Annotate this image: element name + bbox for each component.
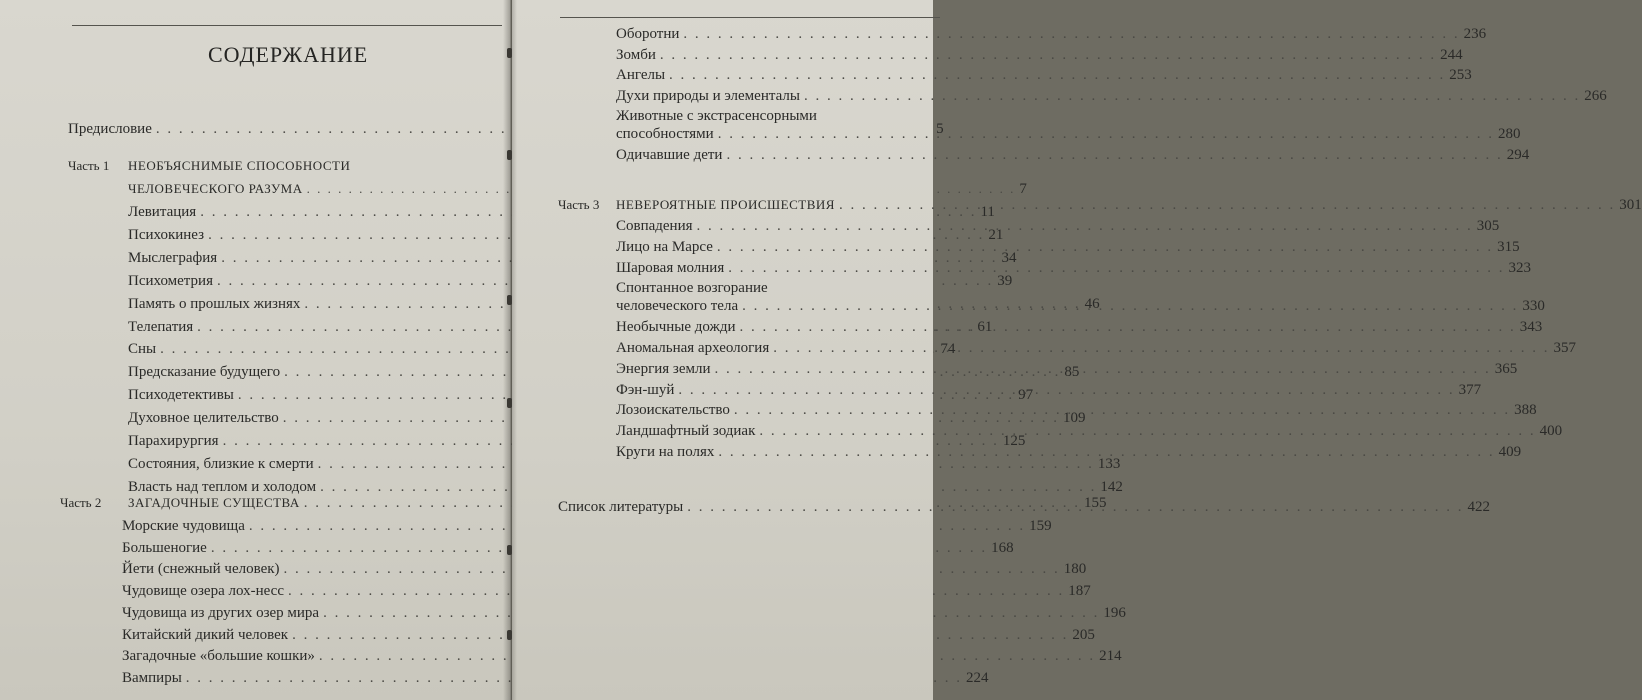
entry-page: 205 <box>1072 626 1095 643</box>
entry-title: Власть над теплом и холодом <box>128 478 317 495</box>
entry-title: Мыслеграфия <box>128 249 218 266</box>
entry-title: Оборотни <box>616 26 680 42</box>
entry-title: Йети (снежный человек) <box>122 561 280 578</box>
entry-page: 377 <box>1458 381 1482 398</box>
entry-title: Левитация <box>128 204 197 220</box>
part-title: ЗАГАДОЧНЫЕ СУЩЕСТВА <box>128 495 300 510</box>
dot-leader <box>726 146 1502 164</box>
binding-stitch <box>507 295 512 305</box>
entry-title: Лозоискательство <box>616 402 730 419</box>
entry-page: 280 <box>1497 126 1521 142</box>
entry-page: 109 <box>1063 410 1086 427</box>
toc-entry <box>616 46 1463 64</box>
entry-title-line1: Спонтанное возгорание <box>616 280 768 297</box>
entry-title: Совпадения <box>616 218 693 234</box>
entry-title: Вампиры <box>122 669 182 686</box>
toc-entry <box>616 25 1487 43</box>
entry-page: 236 <box>1463 26 1487 42</box>
dot-leader <box>742 297 1518 315</box>
entry-page: 61 <box>977 318 993 335</box>
entry-title: Предсказание будущего <box>128 364 281 381</box>
toc-entry <box>616 259 1531 277</box>
toc-entry <box>122 626 1095 644</box>
entry-title: Ангелы <box>616 67 666 83</box>
entry-page: 21 <box>988 226 1004 243</box>
entry-title: Фэн-шуй <box>616 381 675 398</box>
dot-leader <box>718 125 1494 143</box>
toc-entry <box>122 539 1014 557</box>
toc-entry <box>122 517 1052 535</box>
entry-title: Психокинез <box>128 226 205 243</box>
toc-entry <box>122 560 1087 578</box>
toc-entry <box>616 146 1530 164</box>
entry-page: 305 <box>1476 218 1500 234</box>
toc-entry <box>122 582 1091 600</box>
entry-title-line1: Животные с экстрасенсорными <box>616 108 817 124</box>
part-title-line2: ЧЕЛОВЕЧЕСКОГО РАЗУМА <box>128 181 303 196</box>
entry-page: 357 <box>1553 340 1576 356</box>
entry-page: 330 <box>1522 298 1545 315</box>
dot-leader <box>660 46 1436 64</box>
entry-title: Энергия земли <box>616 360 711 377</box>
entry-page: 133 <box>1097 455 1121 472</box>
toc-entry <box>616 125 1521 143</box>
dot-leader <box>678 381 1454 399</box>
entry-page: 409 <box>1498 444 1522 460</box>
dot-leader <box>804 87 1580 105</box>
entry-title: Чудовища из других озер мира <box>122 604 320 621</box>
binding-stitch <box>507 150 512 160</box>
dot-leader <box>728 259 1504 277</box>
entry-title: Состояния, близкие к смерти <box>128 455 314 472</box>
entry-title: способностями <box>616 126 714 142</box>
entry-page: 294 <box>1506 146 1530 163</box>
toc-entry <box>128 249 1017 267</box>
dot-leader <box>740 318 1516 336</box>
entry-title: Шаровая молния <box>616 259 725 276</box>
top-rule <box>560 17 940 18</box>
entry-title: Память о прошлых жизнях <box>128 295 301 312</box>
entry-page: 315 <box>1497 238 1520 255</box>
entry-page: 224 <box>966 669 989 686</box>
toc-entry <box>122 647 1122 665</box>
part-1-heading <box>68 157 350 175</box>
entry-title: Чудовище озера лох-несс <box>122 583 284 600</box>
entry-title: Китайский дикий человек <box>122 626 289 643</box>
entry-title: Одичавшие дети <box>616 146 723 163</box>
part-label: Часть 3 <box>558 197 600 212</box>
entry-page: 34 <box>1001 249 1017 266</box>
entry-title: Духовное целительство <box>128 410 279 427</box>
entry-page: 159 <box>1029 518 1052 534</box>
entry-page: 39 <box>997 272 1013 289</box>
dot-leader <box>669 66 1445 84</box>
entry-page: 266 <box>1584 87 1607 104</box>
page-title: СОДЕРЖАНИЕ <box>208 42 369 67</box>
dot-leader <box>773 339 1549 357</box>
part-heading <box>60 494 300 512</box>
entry-title: Лицо на Марсе <box>616 238 713 255</box>
entry-title: Психодетективы <box>128 387 234 404</box>
entry-title: Духи природы и элементалы <box>616 87 800 104</box>
entry-page: 301 <box>1619 197 1642 213</box>
entry-page: 46 <box>1084 295 1100 312</box>
entry-title: Необычные дожди <box>616 319 736 336</box>
toc-entry <box>616 238 1520 256</box>
top-rule <box>72 25 502 26</box>
entry-title: Аномальная археология <box>616 340 770 356</box>
entry-title: Телепатия <box>128 318 194 335</box>
dot-leader <box>718 443 1494 461</box>
dot-leader <box>683 25 1459 43</box>
dot-leader <box>839 196 1615 214</box>
entry-page: 253 <box>1449 67 1472 83</box>
dot-leader <box>734 401 1510 419</box>
entry-page: 365 <box>1494 360 1518 377</box>
part-label: Часть 1 <box>68 158 110 173</box>
toc-entry <box>616 66 1472 84</box>
binding-stitch <box>507 48 512 58</box>
toc-entry <box>616 87 1607 105</box>
entry-page: 74 <box>940 341 956 358</box>
part-label: Часть 2 <box>60 495 102 510</box>
entry-page: 155 <box>1084 495 1107 511</box>
entry-page: 97 <box>1018 387 1034 404</box>
toc-entry <box>122 604 1126 622</box>
dot-leader <box>759 422 1535 440</box>
entry-page: 196 <box>1103 604 1126 621</box>
entry-title: Предисловие <box>68 121 152 137</box>
entry-page: 422 <box>1467 499 1490 515</box>
part-title-line1: НЕОБЪЯСНИМЫЕ СПОСОБНОСТИ <box>128 158 351 173</box>
entry-page: 187 <box>1068 583 1091 600</box>
entry-title: Сны <box>128 341 157 358</box>
entry-title: Список литературы <box>558 499 684 515</box>
toc-entry-part-1 <box>128 180 1027 198</box>
toc-entry <box>128 455 1121 473</box>
part-title: НЕВЕРОЯТНЫЕ ПРОИСШЕСТВИЯ <box>616 197 835 212</box>
entry-title: Загадочные «большие кошки» <box>122 648 315 665</box>
toc-entry <box>616 443 1522 461</box>
entry-title: Ландшафтный зодиак <box>616 423 756 440</box>
dot-leader <box>687 498 1463 516</box>
entry-page: 168 <box>991 539 1014 556</box>
dot-leader <box>715 360 1491 378</box>
entry-title: Большеногие <box>122 539 207 556</box>
binding-stitch <box>507 545 512 555</box>
entry-title: человеческого тела <box>616 298 739 315</box>
entry-page: 142 <box>1100 478 1123 495</box>
entry-title: Парахирургия <box>128 433 219 449</box>
toc-entry <box>122 669 989 687</box>
entry-title: Зомби <box>616 46 656 63</box>
entry-page: 5 <box>936 121 944 137</box>
binding-stitch <box>507 630 512 640</box>
entry-page: 7 <box>1019 181 1027 197</box>
toc-entry <box>616 422 1563 440</box>
entry-page: 125 <box>1002 433 1026 449</box>
entry-title: Морские чудовища <box>122 518 245 534</box>
entry-page: 11 <box>980 204 995 220</box>
toc-entry <box>128 432 1026 450</box>
entry-page: 323 <box>1508 259 1531 276</box>
entry-title: Круги на полях <box>616 444 715 460</box>
toc-entry <box>616 339 1576 357</box>
entry-title: Психометрия <box>128 272 213 289</box>
dot-leader <box>697 217 1473 235</box>
part-heading <box>558 196 835 214</box>
entry-page: 180 <box>1063 561 1087 578</box>
entry-page: 388 <box>1514 402 1537 419</box>
entry-page: 343 <box>1519 319 1543 336</box>
entry-page: 244 <box>1440 46 1463 63</box>
entry-page: 400 <box>1539 423 1563 440</box>
entry-page: 214 <box>1099 648 1122 665</box>
dot-leader <box>717 238 1493 256</box>
entry-page: 85 <box>1064 364 1080 381</box>
binding-stitch <box>507 398 512 408</box>
